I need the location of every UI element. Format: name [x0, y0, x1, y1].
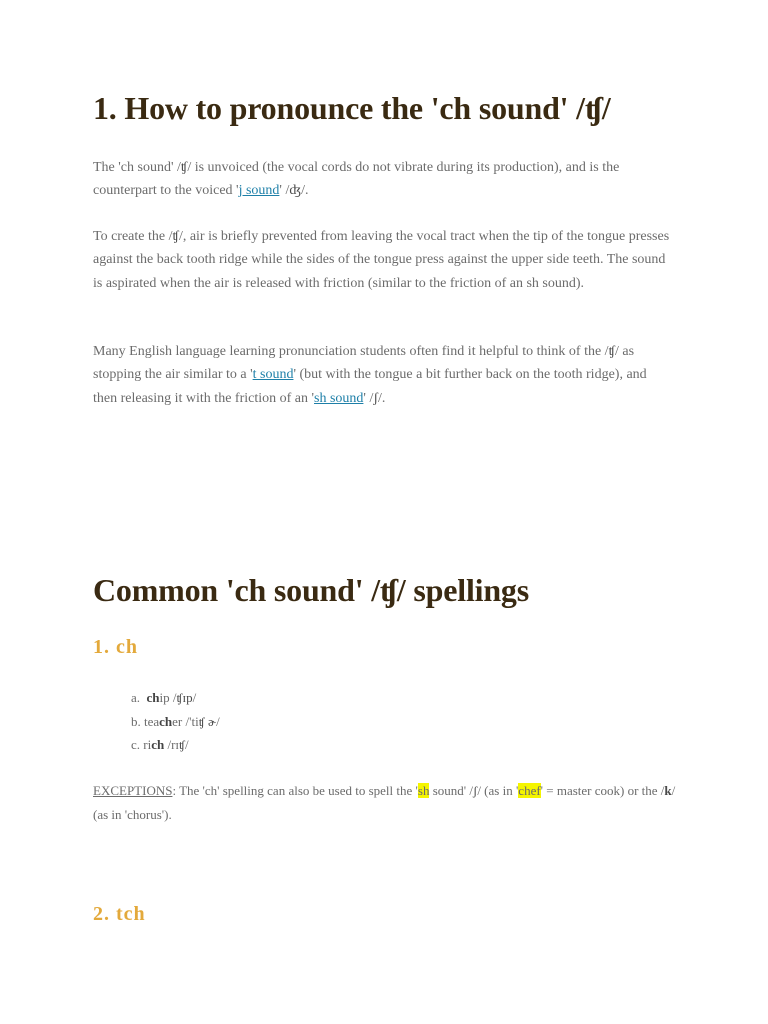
page-title: 1. How to pronounce the 'ch sound' /ʧ/: [93, 90, 611, 126]
exceptions-label: EXCEPTIONS: [93, 783, 173, 798]
text: : The 'ch' spelling can also be used to spell the ': [172, 783, 418, 798]
text: ' /: [363, 390, 374, 406]
text: ' (but with the tongue a bit further back on the tooth ridge), and then releasing it with the friction of an ': [93, 367, 647, 406]
sh-sound-link[interactable]: sh sound: [314, 390, 364, 406]
subsection-tch: 2. tch: [93, 903, 146, 925]
section-title-spellings: Common 'ch sound' /ʧ/ spellings: [93, 572, 529, 608]
list-marker: c.: [131, 737, 141, 752]
ipa-symbol: ʧɪp: [176, 690, 193, 705]
bold-letters: ch: [146, 690, 160, 705]
text: /.: [378, 390, 386, 406]
text: / is unvoiced (the vocal cords do not vibrate during its production), and is the counterpart to the voiced ': [93, 160, 620, 199]
bold-letters: ch: [151, 737, 165, 752]
text: tea: [144, 713, 160, 729]
text: er /'ti: [172, 713, 199, 729]
text: /: [216, 713, 220, 729]
list-item: [131, 686, 220, 710]
text: /: [192, 690, 197, 705]
text: /, air is briefly prevented from leaving the vocal tract when the tip of the tongue presses against the back tooth ridge while the sides of the tongue press against the upper side teeth. The sound is aspirated when the air is released with friction (similar to the friction of an sh sound).: [93, 229, 670, 291]
text: ri: [143, 737, 152, 752]
list-item: [131, 733, 220, 757]
bold-letters: k: [664, 783, 672, 798]
text: Many English language learning pronunciation students often find it helpful to think of the /: [93, 344, 609, 359]
text: The 'ch sound' /: [93, 160, 181, 175]
ipa-symbol: ʃ: [472, 783, 478, 798]
paragraph-tips: [93, 340, 673, 410]
ipa-symbol: ʧ: [179, 737, 186, 752]
paragraph-create: [93, 225, 673, 295]
bold-letters: ch: [159, 713, 173, 729]
j-sound-link[interactable]: j sound: [238, 183, 280, 199]
list-item: [131, 710, 220, 734]
text: ip /: [159, 690, 177, 705]
list-marker: a.: [131, 690, 141, 705]
text: / (as in 'chorus').: [93, 783, 676, 822]
text: /.: [301, 183, 309, 199]
exceptions-note: [93, 779, 683, 826]
text: ' = master cook) or the /: [540, 783, 665, 798]
t-sound-link[interactable]: t sound: [252, 367, 294, 383]
text: To create the /: [93, 229, 173, 244]
highlight: sh: [417, 783, 430, 798]
ipa-symbol: ʧ: [180, 160, 188, 175]
text: / as stopping the air similar to a ': [93, 344, 635, 383]
ipa-symbol: ʧ: [608, 344, 616, 359]
subsection-ch: 1. ch: [93, 636, 138, 658]
paragraph-unvoiced: [93, 156, 673, 203]
text: / (as in ': [477, 783, 519, 798]
list-marker: b.: [131, 713, 141, 729]
text: /rɪ: [164, 737, 180, 752]
example-list: [131, 686, 220, 757]
highlight: chef: [518, 783, 541, 798]
ipa-symbol: ʤ: [289, 183, 302, 199]
ipa-symbol: ʃ: [373, 390, 379, 406]
ipa-symbol: ʧ ɚ: [198, 713, 217, 729]
text: ' /: [279, 183, 290, 199]
text: /: [185, 737, 189, 752]
ipa-symbol: ʧ: [172, 229, 179, 244]
text: sound' /: [429, 783, 473, 798]
